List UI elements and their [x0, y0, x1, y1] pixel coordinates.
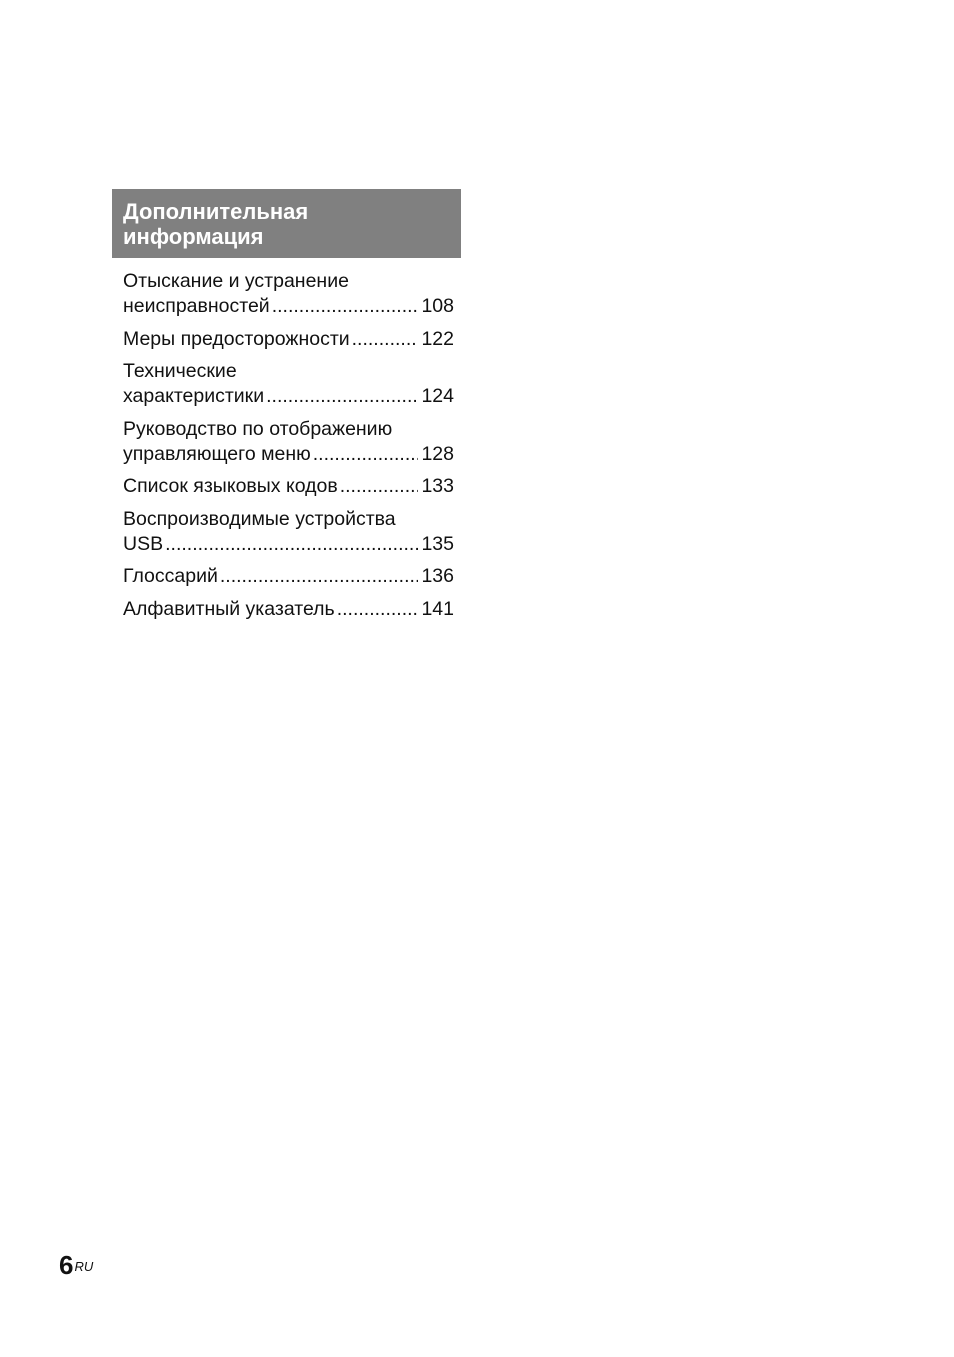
section-title [112, 189, 461, 258]
section-title-line-1: Дополнительная [123, 199, 309, 224]
toc-entry-text: Технические [123, 360, 237, 382]
toc-entry-index[interactable] [112, 597, 461, 622]
toc-entry-control-menu-guide[interactable] [112, 417, 461, 467]
language-code: RU [74, 1259, 94, 1274]
toc-page-number: 133 [421, 475, 454, 497]
toc-entry-glossary[interactable] [112, 564, 461, 589]
toc-page-number: 128 [421, 442, 454, 465]
table-of-contents [112, 269, 461, 622]
toc-entry-troubleshooting[interactable] [112, 269, 461, 319]
toc-entry-specifications[interactable] [112, 359, 461, 409]
toc-page-number: 135 [421, 532, 454, 555]
toc-page-number: 141 [421, 597, 454, 620]
toc-entry-text: Список языковых кодов [123, 475, 338, 497]
toc-entry-text: Отыскание и устранение [123, 270, 349, 292]
dot-leader [266, 384, 418, 409]
dot-leader [352, 327, 419, 352]
toc-page-number: 136 [421, 565, 454, 587]
toc-entry-precautions[interactable] [112, 327, 461, 352]
page-number-value: 6 [59, 1250, 74, 1280]
toc-entry-text: характеристики [123, 385, 265, 407]
toc-entry-text: Меры предосторожности [123, 327, 350, 350]
toc-section [112, 189, 461, 629]
toc-entry-text: неисправностей [123, 295, 270, 317]
toc-entry-text: Алфавитный указатель [123, 597, 335, 620]
toc-entry-text: управляющего меню [123, 442, 311, 465]
dot-leader [340, 474, 419, 499]
toc-page-number: 124 [421, 385, 454, 407]
dot-leader [220, 564, 419, 589]
dot-leader [337, 597, 419, 622]
section-title-line-2: информация [123, 224, 264, 249]
toc-entry-text: Воспроизводимые устройства [123, 507, 396, 530]
toc-entry-usb-devices[interactable] [112, 507, 461, 557]
toc-entry-text: Глоссарий [123, 565, 218, 587]
page-number [59, 1248, 93, 1282]
dot-leader [165, 532, 418, 557]
toc-page-number: 122 [421, 327, 454, 350]
toc-entry-language-codes[interactable] [112, 474, 461, 499]
toc-page-number: 108 [421, 295, 454, 317]
toc-entry-text: USB [123, 532, 164, 555]
dot-leader [272, 294, 419, 319]
toc-entry-text: Руководство по отображению [123, 417, 393, 440]
dot-leader [313, 442, 419, 467]
